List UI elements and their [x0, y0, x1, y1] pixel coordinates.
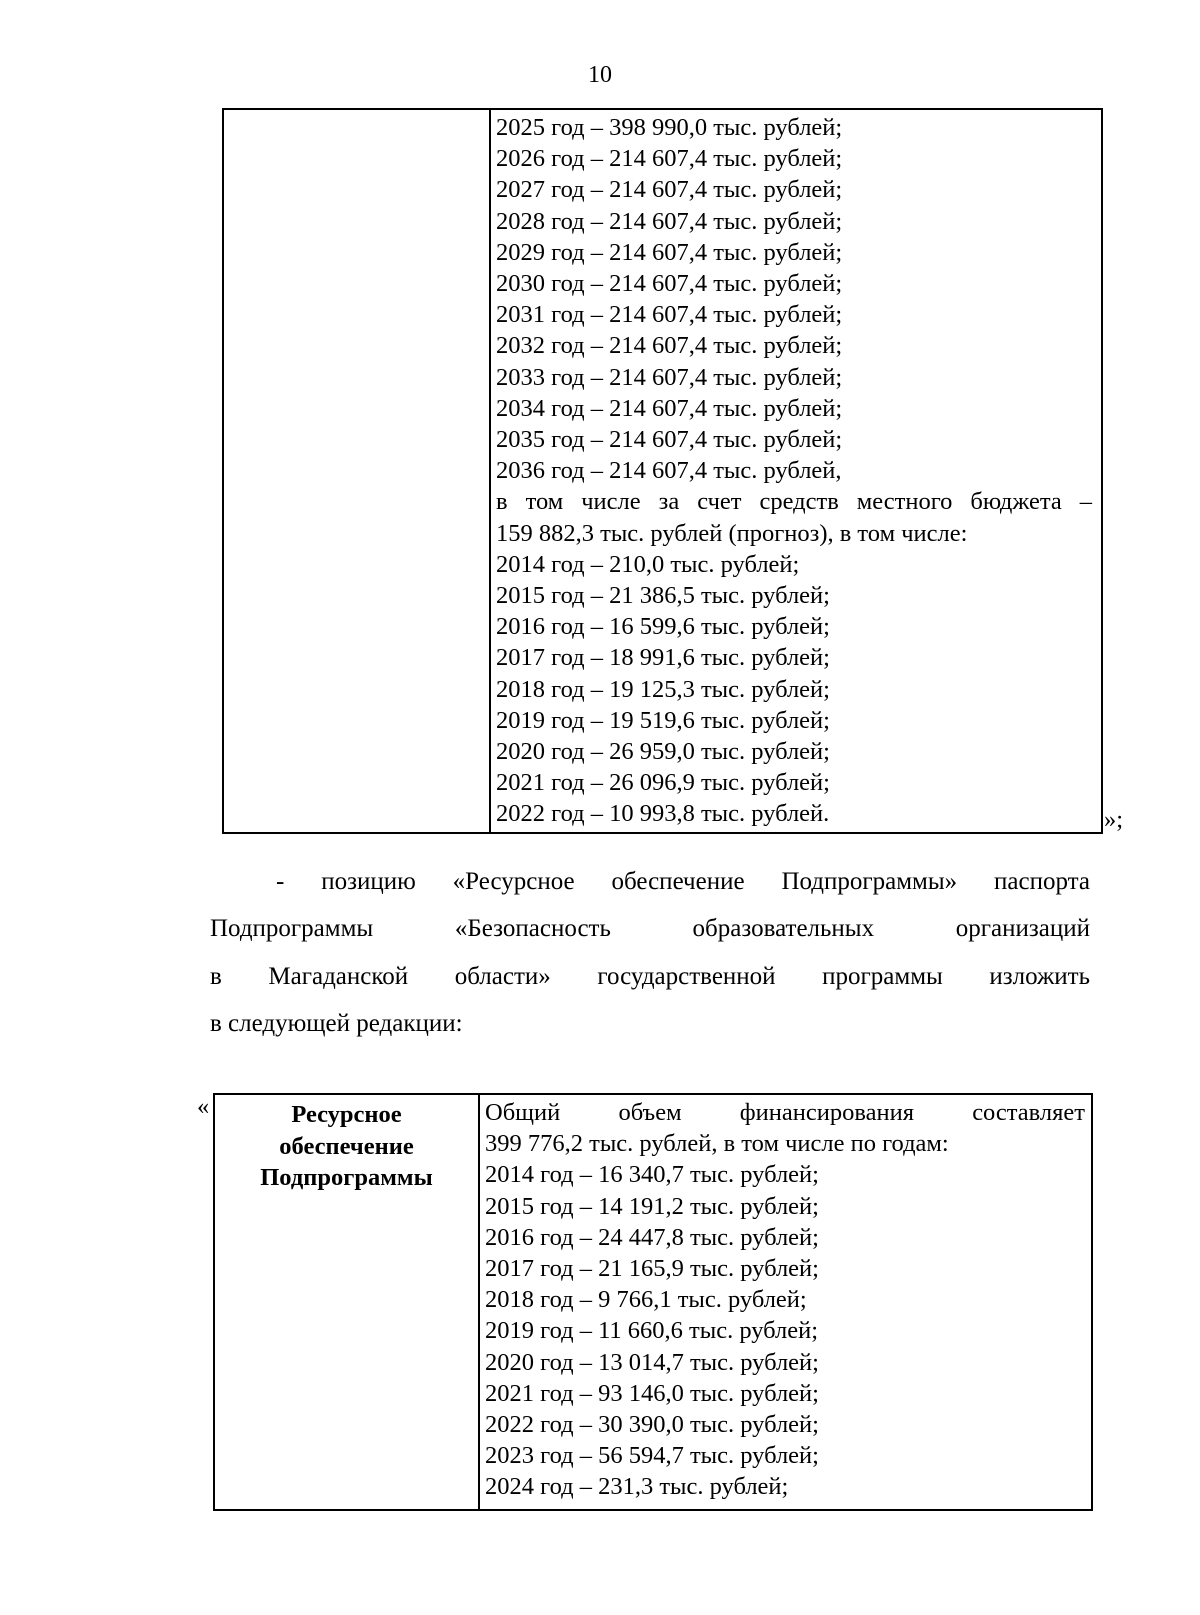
total-funding-amount: 399 776,2 тыс. рублей, в том числе по годам: — [485, 1130, 949, 1158]
paragraph-line: Подпрограммы «Безопасность образовательных организаций — [210, 915, 1090, 943]
funding-line: 2016 год – 24 447,8 тыс. рублей; — [485, 1223, 819, 1251]
funding-line: 2015 год – 14 191,2 тыс. рублей; — [485, 1192, 819, 1220]
instruction-paragraph — [210, 858, 1090, 1047]
closing-quote: »; — [1104, 806, 1124, 833]
local-funding-line: 2019 год – 19 519,6 тыс. рублей; — [496, 706, 830, 734]
table-column-divider — [478, 1095, 480, 1509]
funding-line: 2033 год – 214 607,4 тыс. рублей; — [496, 363, 843, 391]
funding-line: 2031 год – 214 607,4 тыс. рублей; — [496, 301, 843, 329]
label-line: Подпрограммы — [260, 1164, 433, 1191]
funding-line: 2032 год – 214 607,4 тыс. рублей; — [496, 332, 843, 360]
paragraph-line: - позицию «Ресурсное обеспечение Подпрограммы» паспорта — [276, 868, 1090, 895]
local-funding-line: 2020 год – 26 959,0 тыс. рублей; — [496, 738, 830, 766]
funding-line: 2022 год – 30 390,0 тыс. рублей; — [485, 1411, 819, 1439]
funding-line: 2020 год – 13 014,7 тыс. рублей; — [485, 1348, 819, 1376]
funding-line: 2028 год – 214 607,4 тыс. рублей; — [496, 207, 843, 235]
paragraph-line: в Магаданской области» государственной программы изложить — [210, 962, 1090, 990]
label-line: Ресурсное — [291, 1101, 402, 1128]
total-funding-intro: Общий объем финансирования составляет — [485, 1099, 1085, 1126]
funding-years-cell — [496, 112, 1092, 830]
funding-line: 2030 год – 214 607,4 тыс. рублей; — [496, 270, 843, 298]
opening-quote: « — [197, 1093, 210, 1120]
funding-line: 2026 год – 214 607,4 тыс. рублей; — [496, 145, 843, 173]
page-number: 10 — [588, 62, 612, 88]
funding-table-continuation — [222, 108, 1103, 834]
funding-line: 2035 год – 214 607,4 тыс. рублей; — [496, 426, 843, 454]
funding-line: 2036 год – 214 607,4 тыс. рублей, — [496, 457, 842, 485]
paragraph-line: в следующей редакции: — [210, 1009, 463, 1037]
local-funding-line: 2021 год – 26 096,9 тыс. рублей; — [496, 769, 830, 797]
funding-line: 2034 год – 214 607,4 тыс. рублей; — [496, 394, 843, 422]
local-funding-line: 2017 год – 18 991,6 тыс. рублей; — [496, 644, 830, 672]
funding-line: 2029 год – 214 607,4 тыс. рублей; — [496, 238, 843, 266]
funding-line: 2018 год – 9 766,1 тыс. рублей; — [485, 1286, 807, 1314]
local-funding-line: 2014 год – 210,0 тыс. рублей; — [496, 550, 800, 578]
funding-line: 2017 год – 21 165,9 тыс. рублей; — [485, 1255, 819, 1283]
local-funding-line: 2022 год – 10 993,8 тыс. рублей. — [496, 800, 830, 828]
funding-line: 2027 год – 214 607,4 тыс. рублей; — [496, 176, 843, 204]
local-budget-subtotal-amount: 159 882,3 тыс. рублей (прогноз), в том числе: — [496, 519, 968, 547]
funding-line: 2025 год – 398 990,0 тыс. рублей; — [496, 114, 843, 141]
resource-provision-values — [485, 1097, 1085, 1503]
table-column-divider — [489, 110, 491, 832]
funding-line: 2023 год – 56 594,7 тыс. рублей; — [485, 1442, 819, 1470]
local-funding-line: 2015 год – 21 386,5 тыс. рублей; — [496, 582, 830, 610]
local-funding-line: 2018 год – 19 125,3 тыс. рублей; — [496, 675, 830, 703]
funding-line: 2014 год – 16 340,7 тыс. рублей; — [485, 1161, 819, 1189]
local-funding-line: 2016 год – 16 599,6 тыс. рублей; — [496, 613, 830, 641]
resource-provision-label — [215, 1099, 478, 1194]
funding-line: 2021 год – 93 146,0 тыс. рублей; — [485, 1379, 819, 1407]
label-line: обеспечение — [279, 1132, 414, 1160]
resource-provision-table — [213, 1093, 1093, 1511]
funding-line: 2019 год – 11 660,6 тыс. рублей; — [485, 1317, 819, 1345]
funding-line: 2024 год – 231,3 тыс. рублей; — [485, 1473, 789, 1501]
local-budget-subtotal: в том числе за счет средств местного бюджета – — [496, 488, 1092, 516]
